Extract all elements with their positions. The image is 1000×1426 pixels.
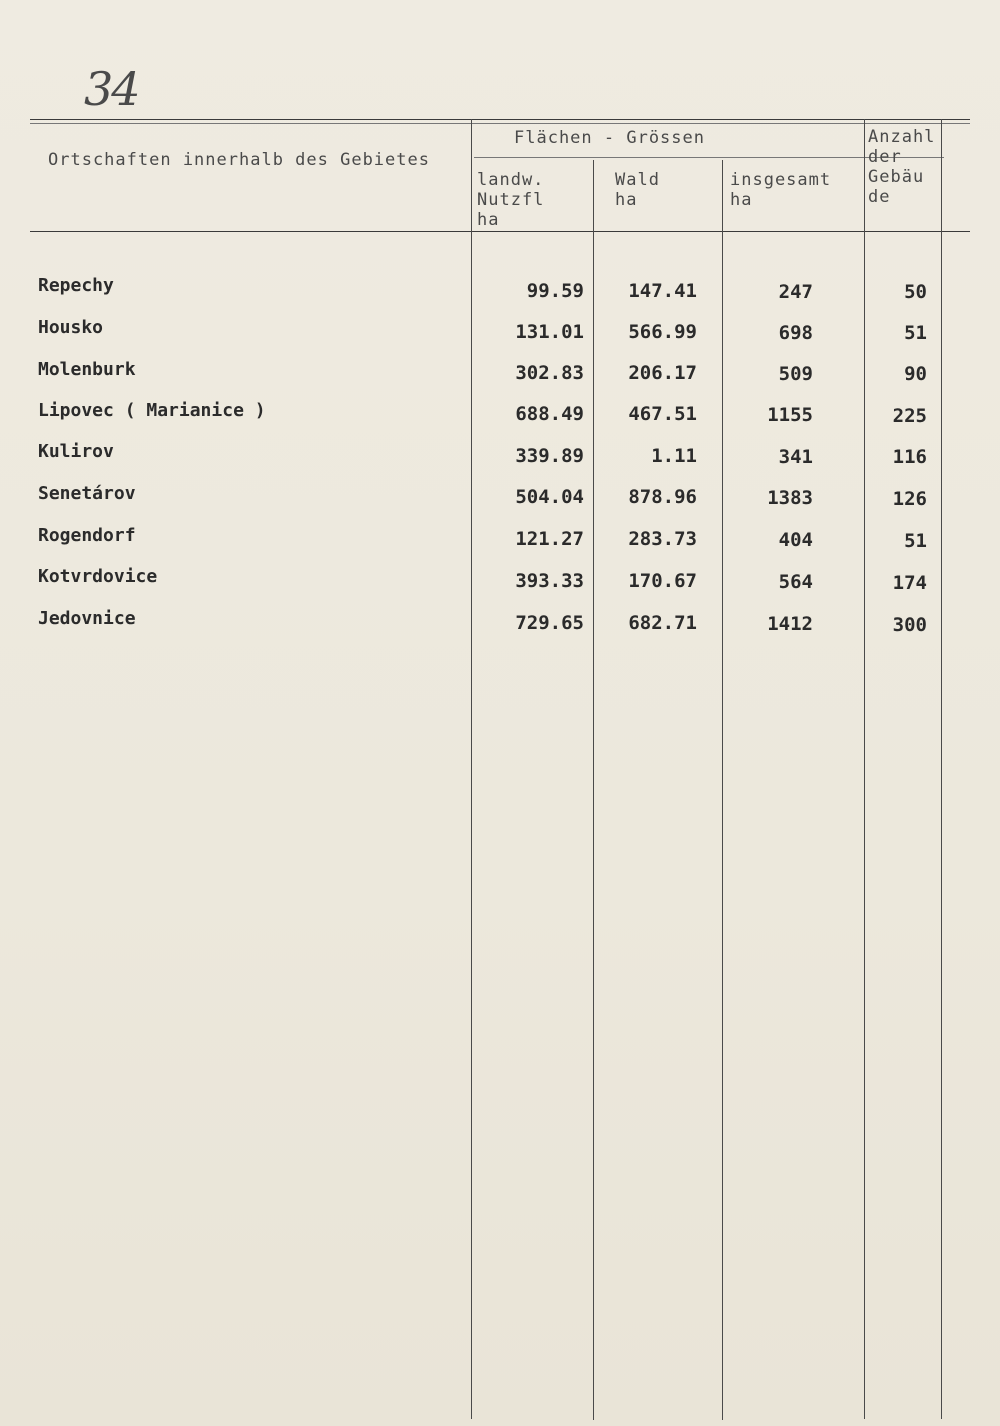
row-agri: 302.83 [515, 362, 584, 384]
row-forest: 566.99 [628, 321, 697, 343]
col-divider-2 [593, 160, 594, 1420]
row-forest: 878.96 [628, 486, 697, 508]
row-buildings: 116 [892, 446, 927, 468]
header-places: Ortschaften innerhalb des Gebietes [48, 150, 430, 170]
row-forest: 206.17 [628, 362, 697, 384]
row-forest: 1.11 [651, 445, 697, 467]
row-place: Molenburk [38, 359, 136, 380]
row-agri: 99.59 [526, 280, 584, 302]
row-place: Senetárov [38, 483, 136, 504]
row-buildings: 300 [892, 614, 927, 636]
col-divider-5 [941, 119, 942, 1419]
row-total: 564 [778, 571, 813, 593]
page-number: 34 [84, 62, 139, 116]
row-buildings: 50 [904, 281, 927, 303]
row-agri: 131.01 [515, 321, 584, 343]
row-forest: 170.67 [628, 570, 697, 592]
header-total: insgesamt ha [730, 170, 832, 210]
row-forest: 147.41 [628, 280, 697, 302]
row-agri: 121.27 [515, 528, 584, 550]
row-total: 1383 [767, 487, 813, 509]
row-place: Rogendorf [38, 525, 136, 546]
row-agri: 339.89 [515, 445, 584, 467]
row-buildings: 174 [892, 572, 927, 594]
col-divider-3 [722, 160, 723, 1420]
row-place: Housko [38, 317, 104, 338]
table-top-rule [30, 119, 970, 120]
row-buildings: 225 [892, 405, 927, 427]
row-total: 341 [778, 446, 813, 468]
header-bottom-rule [30, 231, 970, 232]
header-agri: landw. Nutzfl ha [477, 170, 545, 230]
row-place: Lipovec ( Marianice ) [38, 400, 266, 421]
row-total: 1412 [767, 613, 813, 635]
row-place: Kulirov [38, 441, 114, 462]
header-area-group: Flächen - Grössen [514, 128, 705, 148]
row-total: 698 [778, 322, 813, 344]
row-place: Kotvrdovice [38, 566, 158, 587]
row-agri: 393.33 [515, 570, 584, 592]
row-total: 509 [778, 363, 813, 385]
row-place: Repechy [38, 275, 114, 296]
row-agri: 504.04 [515, 486, 584, 508]
row-forest: 467.51 [628, 403, 697, 425]
row-forest: 283.73 [628, 528, 697, 550]
table-top-rule-double [30, 123, 970, 124]
row-buildings: 90 [904, 363, 927, 385]
header-forest: Wald ha [615, 170, 660, 210]
row-total: 404 [778, 529, 813, 551]
row-total: 1155 [767, 404, 813, 426]
row-forest: 682.71 [628, 612, 697, 634]
col-divider-1 [471, 119, 472, 1419]
header-buildings: Anzahl der Gebäu de [868, 127, 936, 207]
row-buildings: 51 [904, 322, 927, 344]
row-buildings: 51 [904, 530, 927, 552]
col-divider-4 [864, 119, 865, 1419]
row-place: Jedovnice [38, 608, 136, 629]
row-agri: 729.65 [515, 612, 584, 634]
row-total: 247 [778, 281, 813, 303]
row-buildings: 126 [892, 488, 927, 510]
row-agri: 688.49 [515, 403, 584, 425]
